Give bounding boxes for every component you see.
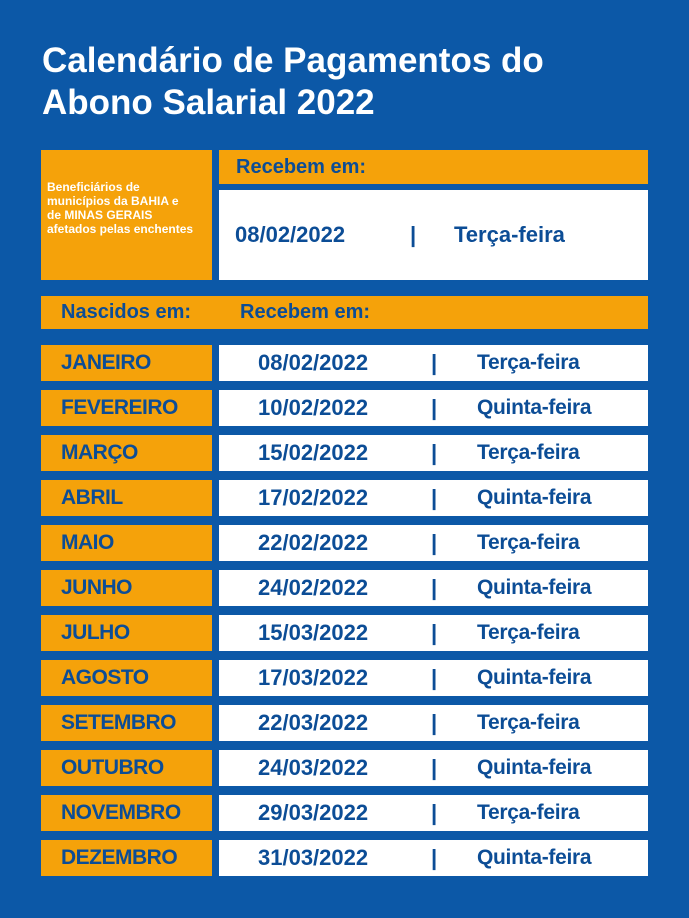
separator: | <box>431 440 438 465</box>
column-header <box>41 296 648 329</box>
payment-weekday: Quinta-feira <box>477 756 592 779</box>
payment-cell <box>219 660 648 696</box>
payment-weekday: Quinta-feira <box>477 666 592 689</box>
separator: | <box>431 800 438 825</box>
birth-month: JANEIRO <box>41 345 212 381</box>
birth-month: JULHO <box>41 615 212 651</box>
birth-month: NOVEMBRO <box>41 795 212 831</box>
page-title-line-2: Abono Salarial 2022 <box>42 83 375 122</box>
table-row <box>41 435 648 471</box>
separator: | <box>431 755 438 780</box>
payment-weekday: Quinta-feira <box>477 846 592 869</box>
birth-month: OUTUBRO <box>41 750 212 786</box>
table-row <box>41 840 648 876</box>
birth-month: DEZEMBRO <box>41 840 212 876</box>
birth-month: MAIO <box>41 525 212 561</box>
separator: | <box>431 530 438 555</box>
birth-month: AGOSTO <box>41 660 212 696</box>
special-beneficiaries-label <box>41 150 212 280</box>
separator: | <box>431 350 438 375</box>
special-payment-date: 08/02/2022 <box>235 222 346 247</box>
column-header-born: Nascidos em: <box>61 301 192 323</box>
birth-month: MARÇO <box>41 435 212 471</box>
payment-cell <box>219 750 648 786</box>
birth-month: SETEMBRO <box>41 705 212 741</box>
payment-date: 10/02/2022 <box>258 395 369 420</box>
special-label-line: municípios da BAHIA e <box>47 194 179 208</box>
payment-date: 15/03/2022 <box>258 620 369 645</box>
table-row <box>41 570 648 606</box>
separator: | <box>410 222 417 247</box>
payment-cell <box>219 345 648 381</box>
special-payment-weekday: Terça-feira <box>454 222 565 247</box>
payment-cell <box>219 570 648 606</box>
table-row <box>41 705 648 741</box>
separator: | <box>431 575 438 600</box>
table-row <box>41 345 648 381</box>
special-payment-cell <box>219 190 648 280</box>
payment-date: 24/03/2022 <box>258 755 369 780</box>
payment-date: 17/03/2022 <box>258 665 369 690</box>
table-row <box>41 750 648 786</box>
payment-cell <box>219 525 648 561</box>
payment-weekday: Quinta-feira <box>477 576 592 599</box>
payment-weekday: Terça-feira <box>477 801 580 824</box>
payment-date: 22/03/2022 <box>258 710 369 735</box>
payment-cell <box>219 480 648 516</box>
payment-cell <box>219 435 648 471</box>
payment-date: 08/02/2022 <box>258 350 369 375</box>
separator: | <box>431 620 438 645</box>
table-row <box>41 795 648 831</box>
payment-weekday: Quinta-feira <box>477 396 592 419</box>
payment-weekday: Terça-feira <box>477 351 580 374</box>
separator: | <box>431 485 438 510</box>
table-row <box>41 615 648 651</box>
separator: | <box>431 665 438 690</box>
table-row <box>41 390 648 426</box>
table-row <box>41 525 648 561</box>
payment-date: 17/02/2022 <box>258 485 369 510</box>
separator: | <box>431 845 438 870</box>
birth-month: ABRIL <box>41 480 212 516</box>
special-label-line: de MINAS GERAIS <box>47 208 153 222</box>
special-label-line: afetados pelas enchentes <box>47 222 194 236</box>
payment-weekday: Quinta-feira <box>477 486 592 509</box>
table-row <box>41 660 648 696</box>
payment-weekday: Terça-feira <box>477 531 580 554</box>
table-row <box>41 480 648 516</box>
page-title-line-1: Calendário de Pagamentos do <box>42 41 544 80</box>
birth-month: JUNHO <box>41 570 212 606</box>
birth-month: FEVEREIRO <box>41 390 212 426</box>
payment-cell <box>219 615 648 651</box>
payment-date: 15/02/2022 <box>258 440 369 465</box>
payment-date: 22/02/2022 <box>258 530 369 555</box>
special-receive-header: Recebem em: <box>219 150 648 184</box>
payment-weekday: Terça-feira <box>477 441 580 464</box>
payment-cell <box>219 390 648 426</box>
special-label-line: Beneficiários de <box>47 180 140 194</box>
payment-date: 31/03/2022 <box>258 845 369 870</box>
column-header-receive: Recebem em: <box>240 301 371 323</box>
separator: | <box>431 710 438 735</box>
payment-weekday: Terça-feira <box>477 621 580 644</box>
payment-date: 24/02/2022 <box>258 575 369 600</box>
separator: | <box>431 395 438 420</box>
payment-weekday: Terça-feira <box>477 711 580 734</box>
payment-cell <box>219 840 648 876</box>
payment-date: 29/03/2022 <box>258 800 369 825</box>
payment-cell <box>219 795 648 831</box>
payment-cell <box>219 705 648 741</box>
